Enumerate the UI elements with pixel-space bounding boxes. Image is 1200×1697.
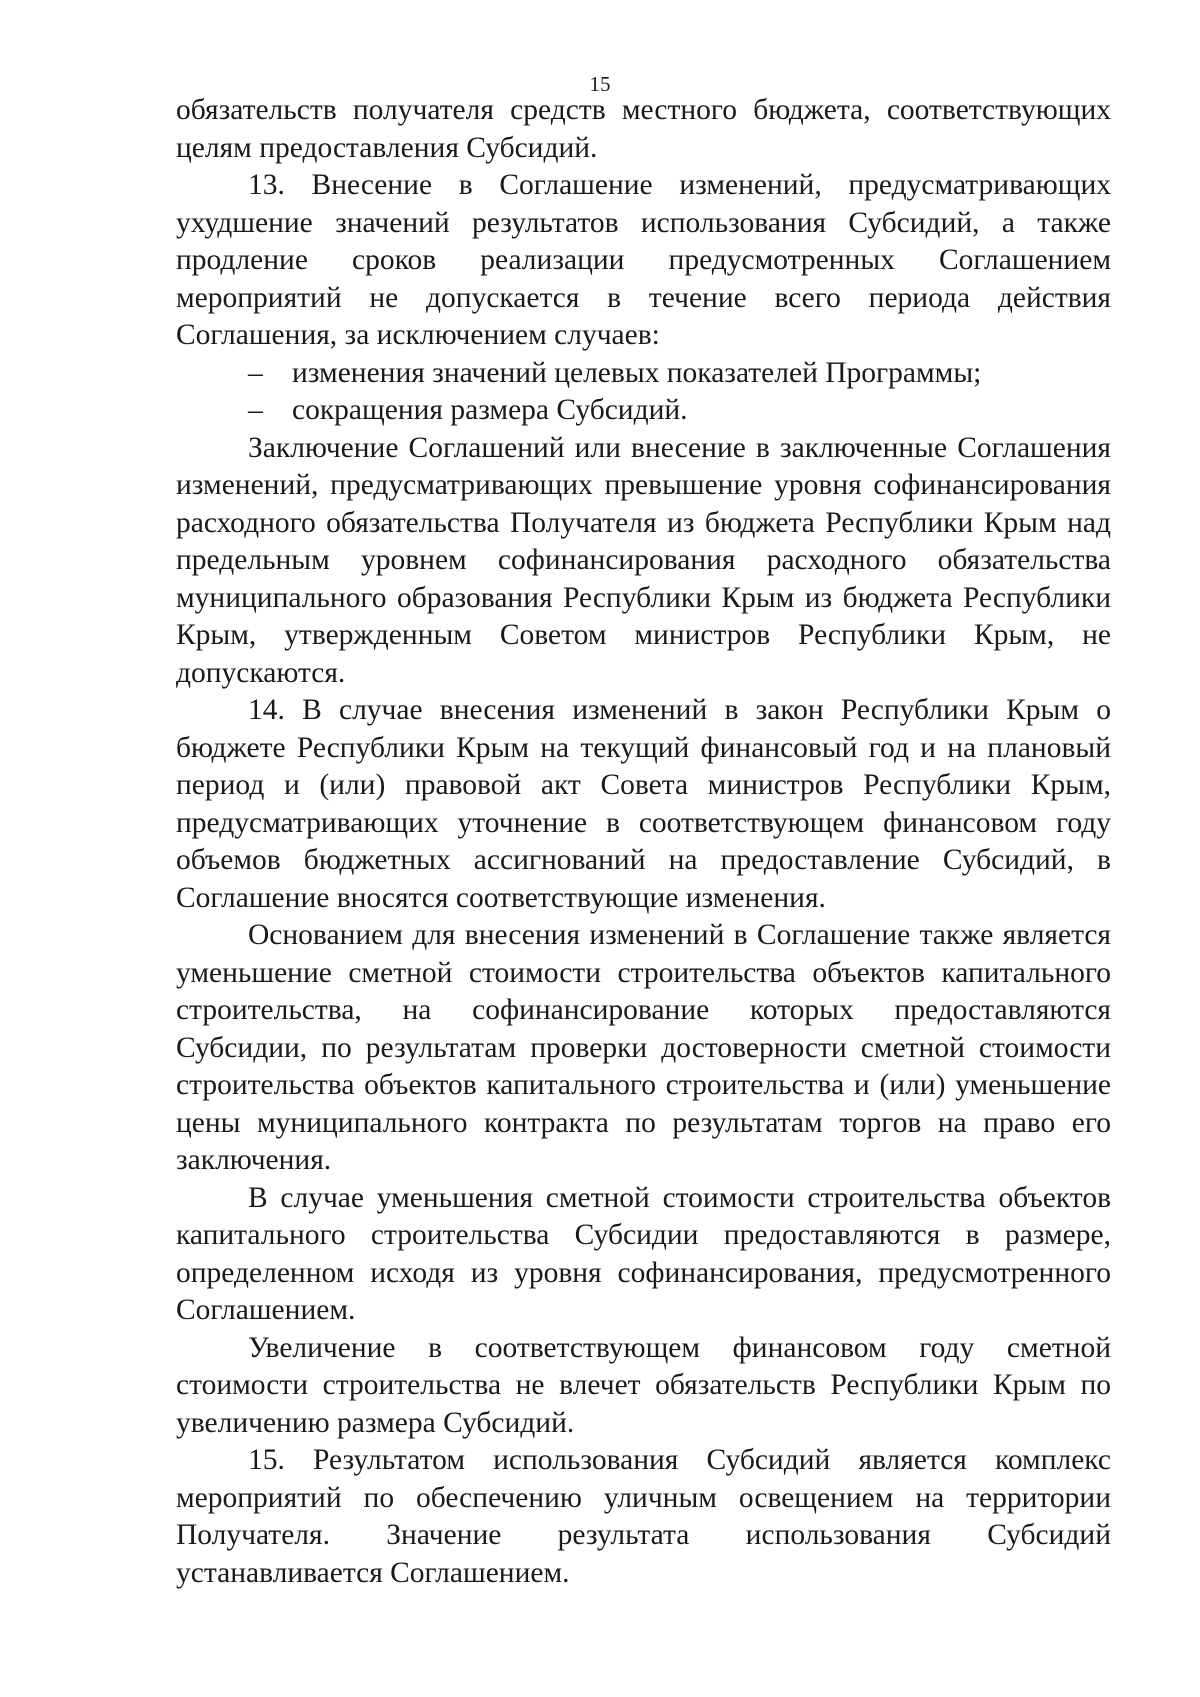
- page-number: 15: [589, 72, 611, 96]
- paragraph-cost-decrease: В случае уменьшения сметной стоимости строительства объектов капитального строительства Субсидии предоставляются в размере, определенном исходя из уровня софинансирования, предусмотренного Соглашением.: [176, 1181, 1111, 1326]
- paragraph-grounds: Основанием для внесения изменений в Соглашение также является уменьшение сметной стоимости строительства объектов капитального строительства, на софинансирование которых предоставляются Субсидии, по результатам проверки достоверности сметной стоимости строительства объектов капитального строительства и (или) уменьшение цены муниципального контракта по результатам торгов на право его заключения.: [176, 919, 1111, 1176]
- document-body: [176, 92, 1111, 1592]
- dash-marker: –: [248, 394, 263, 426]
- list-item: [176, 392, 1111, 430]
- list-item-text: изменения значений целевых показателей Программы;: [292, 356, 982, 389]
- list-item-text: сокращения размера Субсидий.: [292, 394, 688, 426]
- paragraph-15: 15. Результатом использования Субсидий является комплекс мероприятий по обеспечению уличным освещением на территории Получателя. Значение результата использования Субсидий устанавливается Соглашением.: [176, 1444, 1111, 1589]
- list-item: [176, 355, 1111, 393]
- paragraph-13: 13. Внесение в Соглашение изменений, предусматривающих ухудшение значений результатов использования Субсидий, а также продление сроков реализации предусмотренных Соглашением мероприятий не допускается в течение всего периода действия Соглашения, за исключением случаев:: [176, 169, 1111, 351]
- paragraph-14: 14. В случае внесения изменений в закон Республики Крым о бюджете Республики Крым на текущий финансовый год и на плановый период и (или) правовой акт Совета министров Республики Крым, предусматривающих уточнение в соответствующем финансовом году объемов бюджетных ассигнований на предоставление Субсидий, в Соглашение вносятся соответствующие изменения.: [176, 694, 1111, 914]
- dash-marker: –: [248, 356, 263, 389]
- paragraph-cost-increase: Увеличение в соответствующем финансовом году сметной стоимости строительства не влечет обязательств Республики Крым по увеличению размера Субсидий.: [176, 1331, 1111, 1439]
- paragraph-continuation: обязательств получателя средств местного бюджета, соответствующих целям предоставления Субсидий.: [176, 94, 1111, 164]
- paragraph-agreements: Заключение Соглашений или внесение в заключенные Соглашения изменений, предусматривающих превышение уровня софинансирования расходного обязательства Получателя из бюджета Республики Крым над предельным уровнем софинансирования расходного обязательства муниципального образования Республики Крым из бюджета Республики Крым, утвержденным Советом министров Республики Крым, не допускаются.: [176, 431, 1111, 689]
